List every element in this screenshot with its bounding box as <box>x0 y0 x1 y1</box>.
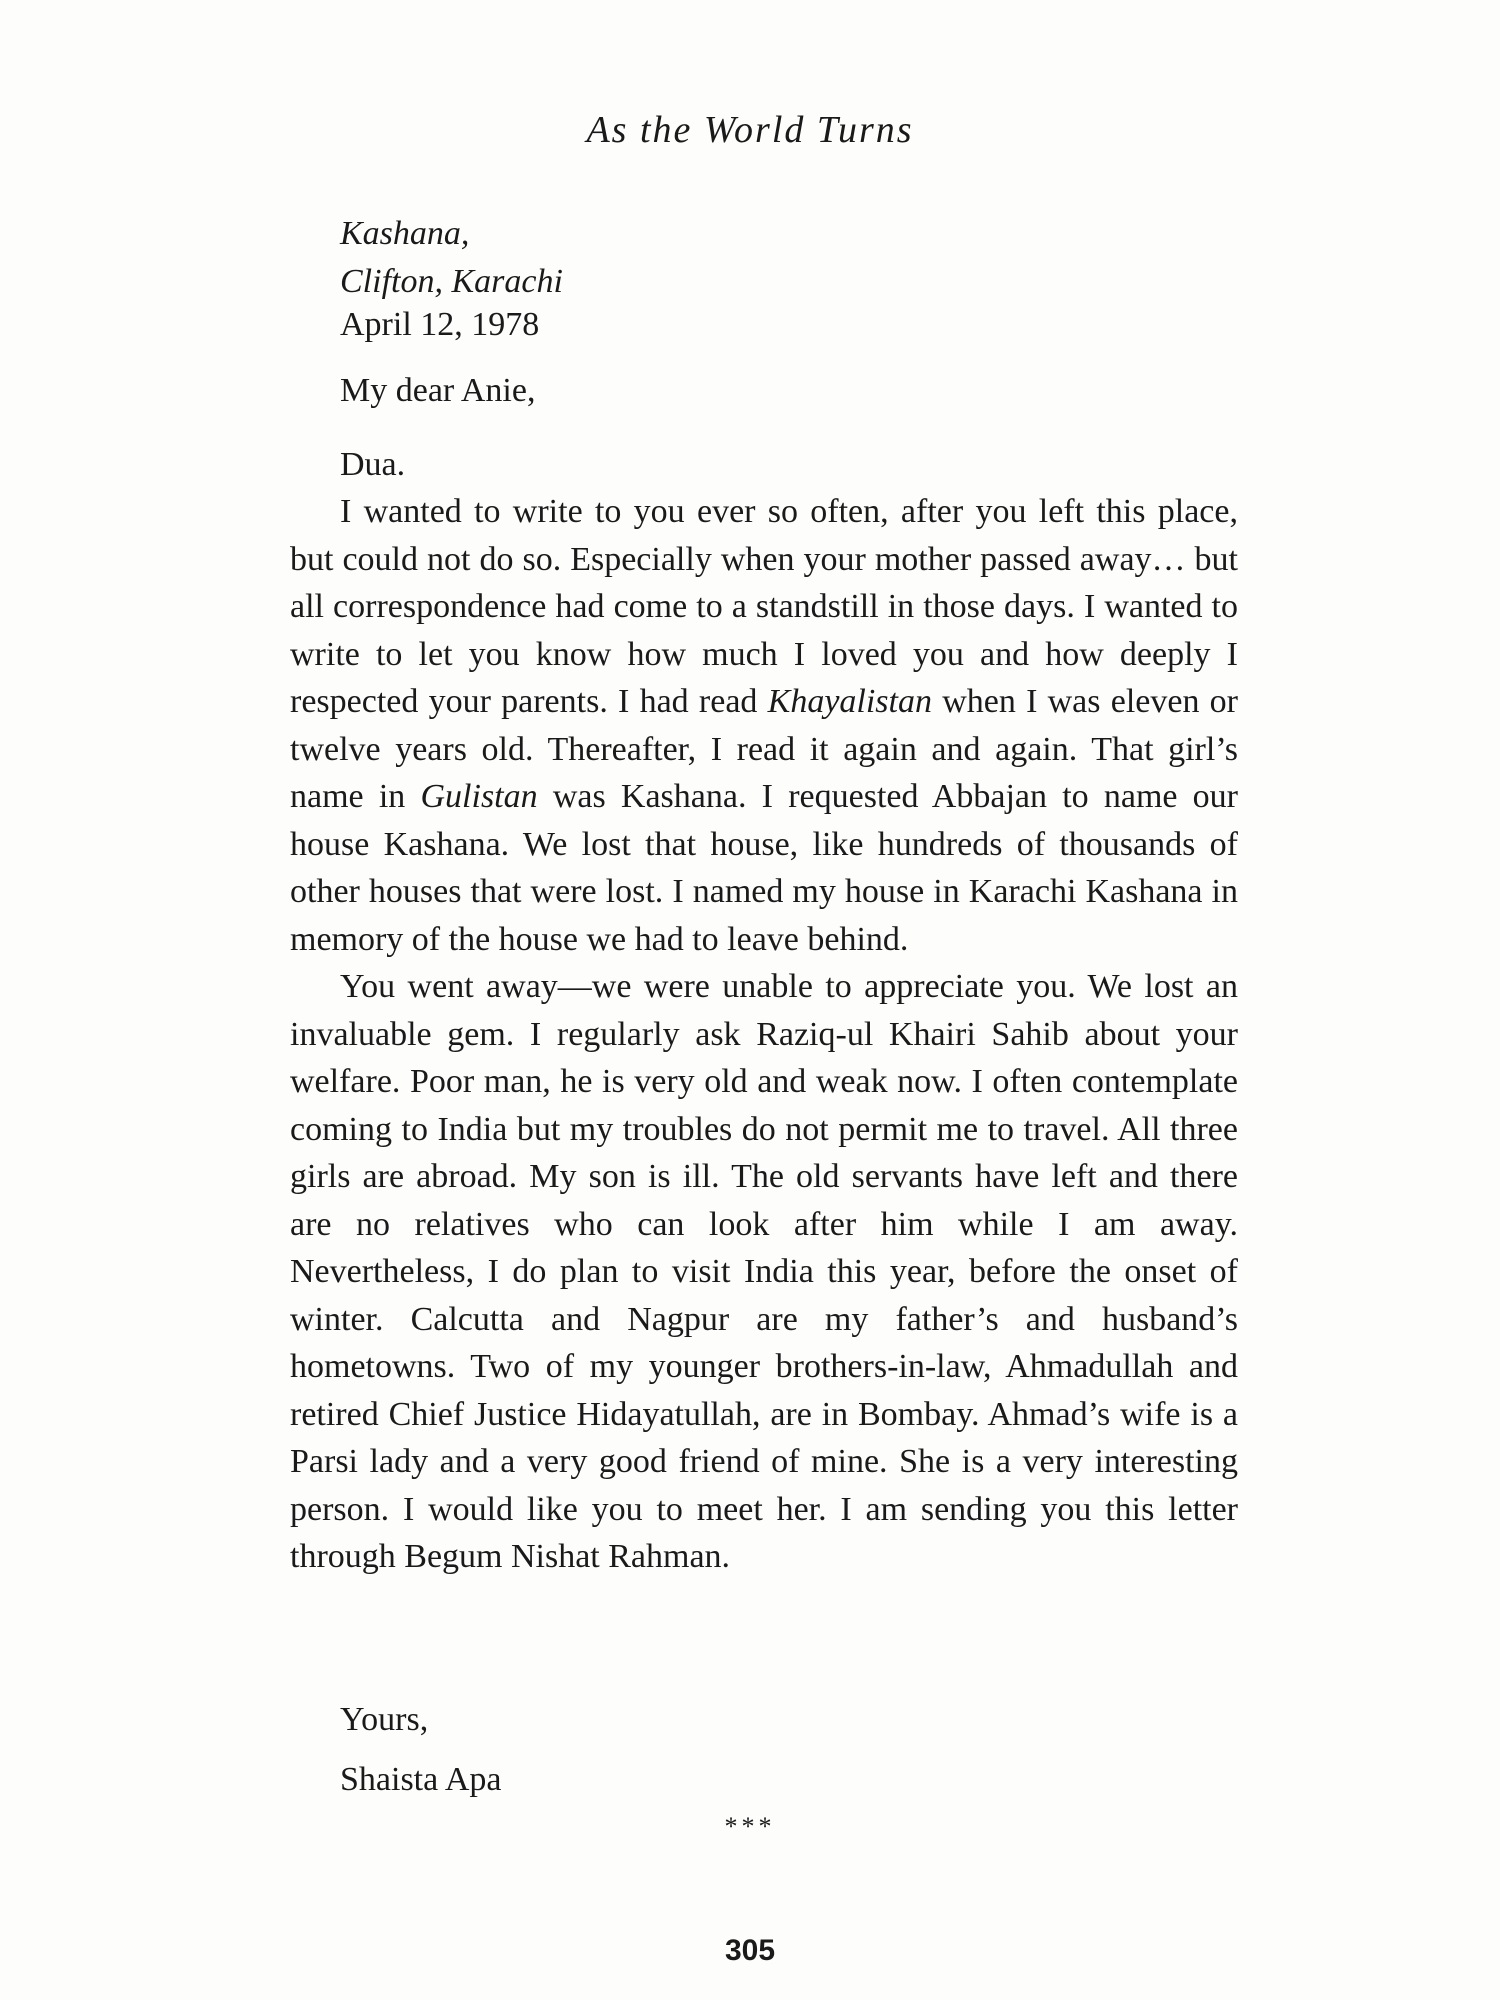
paragraph-1-part-a: I wanted to write to you ever so often, after you left this place, but could not do so. Especially when your mother passed away… but all correspondence had come to a standstill in those days. I wanted to write to let you know how much I loved you and how deeply I respected your parents. I had read <box>290 493 1238 720</box>
letter-date: April 12, 1978 <box>340 306 540 343</box>
paragraph-1-part-c: when I was eleven or twelve years old. Thereafter, I read it again and again. That girl’s name in <box>290 683 1238 815</box>
letter-greeting: Dua. <box>340 446 406 483</box>
letter-body <box>290 488 1238 1581</box>
signature: Shaista Apa <box>340 1761 502 1798</box>
valediction: Yours, <box>340 1701 429 1738</box>
book-title-khayalistan: Khayalistan <box>767 683 932 720</box>
section-separator: *** <box>724 1812 776 1841</box>
paragraph-1 <box>290 488 1238 963</box>
address-line-1: Kashana, <box>340 215 470 252</box>
paragraph-2: You went away—we were unable to appreciate you. We lost an invaluable gem. I regularly ask Raziq-ul Khairi Sahib about your welfare. Poor man, he is very old and weak now. I often contemplate coming to India but my troubles do not permit me to travel. All three girls are abroad. My son is ill. The old servants have left and there are no relatives who can look after him while I am away. Nevertheless, I do plan to visit India this year, before the onset of winter. Calcutta and Nagpur are my father’s and husband’s hometowns. Two of my younger brothers-in-law, Ahmadullah and retired Chief Justice Hidayatullah, are in Bombay. Ahmad’s wife is a Parsi lady and a very good friend of mine. She is a very interesting person. I would like you to meet her. I am sending you this letter through Begum Nishat Rahman. <box>290 968 1238 1575</box>
page-number: 305 <box>724 1934 776 1967</box>
letter-closing <box>340 1690 501 1810</box>
address-line-2: Clifton, Karachi <box>340 263 563 300</box>
letter-address <box>340 210 1288 306</box>
paragraph-1-part-e: was Kashana. I requested Abbajan to name our house Kashana. We lost that house, like hundreds of thousands of other houses that were lost. I named my house in Karachi Kashana in memory of the house we had to leave behind. <box>290 778 1239 958</box>
book-title-gulistan: Gulistan <box>420 778 538 815</box>
running-head: As the World Turns <box>586 109 914 151</box>
letter-salutation: My dear Anie, <box>340 372 536 409</box>
